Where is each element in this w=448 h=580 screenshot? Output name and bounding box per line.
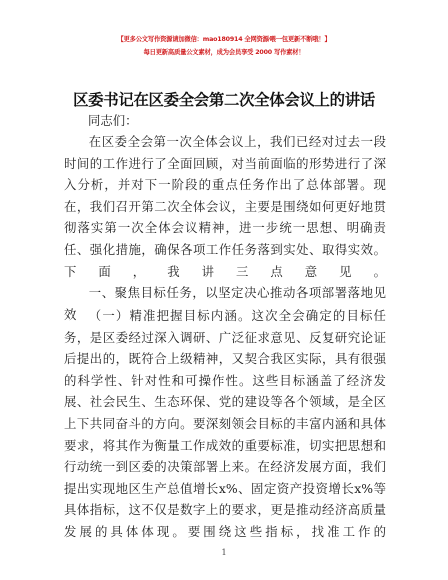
document-title: 区委书记在区委全会第二次全体会议上的讲话 [73,91,375,109]
paragraph-intro: 在区委全会第一次全体会议上，我们已经对过去一段时间的工作进行了全面回顾，对当前面临的形势进行了深入分析，并对下一阶段的重点任务作出了总体部署。现在，我们召开第二次全体会议，主要是围绕如何更好地贯彻落实第一次全体会议精神，进一步统一思想、明确责任、强化措施，确保各项工作任务落到实处、取得实效。下面，我讲三点意见。 [64,134,386,279]
promo-banner-line-1: 【更多公文写作资源请加微信：mao180914 全网资源⁄喂一包更新不断哦！】 [117,36,331,43]
paragraph-target-connotation: （一）精准把握目标内涵。这次全会确定的目标任务，是区委经过深入调研、广泛征求意见、反复研究论证后提出的，既符合上级精神，又契合我区实际，具有很强的科学性、针对性和可操作性。这些目标涵盖了经济发展、社会民生、生态环保、党的建设等各个领域，是全区上下共同奋斗的方向。要深刻领会目标的丰富内涵和具体要求，将其作为衡量工作成效的重要标准，切实把思想和行动统一到区委的决策部署上来。在经济发展方面，我们提出实现地区生产总值增长x%、固定资产投资增长x%等具体指标，这不仅是数字上的要求，更是推动经济高质量发展的具体体现。要围绕这些指标，找准工作的 [64,308,386,539]
section-heading-1: 一、聚焦目标任务，以坚定决心推动各项部署落地见效 [64,285,386,322]
salutation: 同志们： [88,113,138,128]
promo-banner-line-2: 每日更新高质量公文素材，成为会员享受 2000 写作素材！ [143,49,305,56]
page-number: 1 [221,548,227,557]
